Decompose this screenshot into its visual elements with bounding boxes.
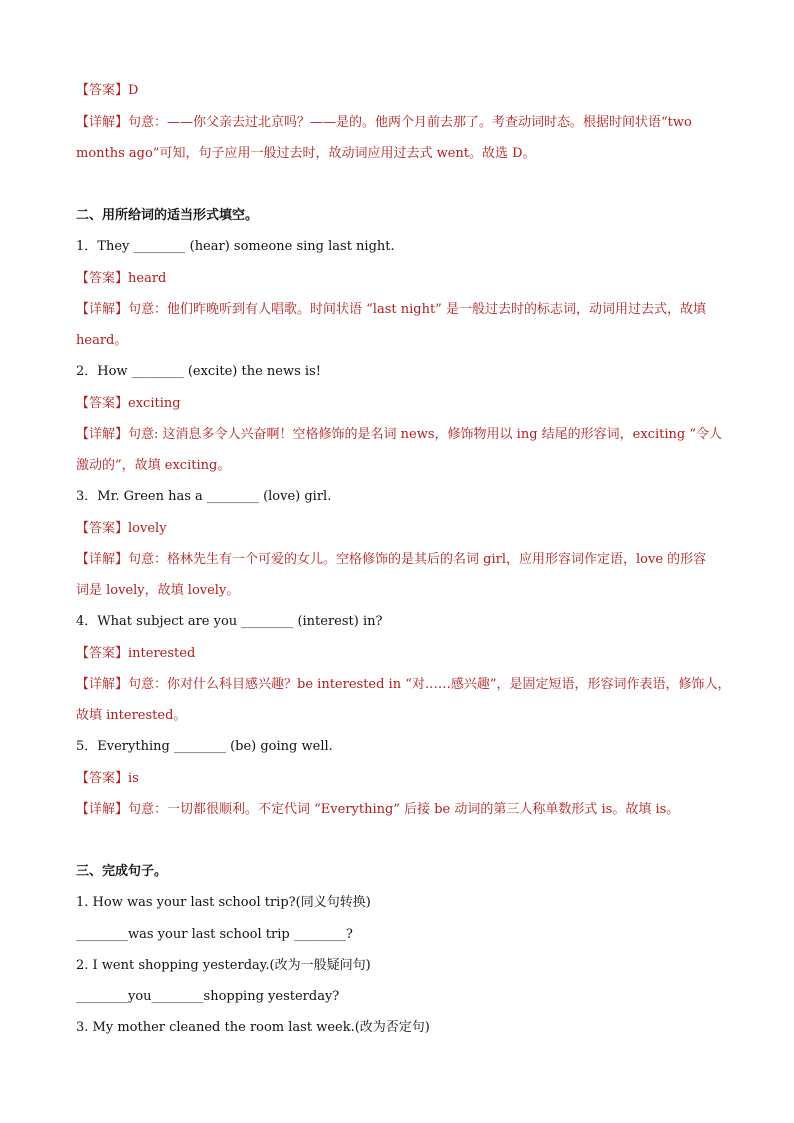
answer-line-4 xyxy=(76,645,756,663)
detail-line-4a xyxy=(76,676,756,694)
detail-text: 句意: 这消息多令人兴奋啊！空格修饰的是名词 news，修饰物用以 ing 结尾的形容词，exciting “令人 xyxy=(128,427,722,442)
detail-line-3a xyxy=(76,551,756,569)
question-3: 3．Mr. Green has a ________ (love) girl. xyxy=(76,489,332,504)
detail-text: 句意：格林先生有一个可爱的女儿。空格修饰的是其后的名词 girl，应用形容词作定语，love 的形容 xyxy=(128,552,707,567)
question-4: 4．What subject are you ________ (interest) in? xyxy=(76,614,383,629)
answer-label: 【答案】 xyxy=(76,83,129,98)
detail-line-1a xyxy=(76,301,756,319)
section3-line-4: ________you________shopping yesterday? xyxy=(76,989,340,1004)
detail-line-2a xyxy=(76,426,756,444)
answer-value: is xyxy=(128,771,139,786)
section3-line-2: ________was your last school trip ________? xyxy=(76,927,353,942)
question-1: 1．They ________ (hear) someone sing last night. xyxy=(76,239,395,254)
section3-line-5: 3. My mother cleaned the room last week.(改为否定句) xyxy=(76,1020,430,1035)
detail-line-1b: heard。 xyxy=(76,333,128,348)
detail-text: 句意：——你父亲去过北京吗？——是的。他两个月前去那了。考查动词时态。根据时间状语“two xyxy=(128,115,692,130)
detail-label: 【详解】 xyxy=(76,302,129,317)
detail-line-4b: 故填 interested。 xyxy=(76,708,187,723)
answer-line-1 xyxy=(76,270,756,288)
answer-label: 【答案】 xyxy=(76,646,129,661)
detail-label: 【详解】 xyxy=(76,802,129,817)
detail-line-5a xyxy=(76,801,756,819)
detail-text: 句意：他们昨晚听到有人唱歌。时间状语 “last night” 是一般过去时的标志词，动词用过去式，故填 xyxy=(128,302,706,317)
answer-label: 【答案】 xyxy=(76,771,129,786)
answer-value: heard xyxy=(128,271,167,286)
detail-label: 【详解】 xyxy=(76,427,129,442)
answer-line-2 xyxy=(76,395,756,413)
answer-line-3 xyxy=(76,520,756,538)
answer-value: interested xyxy=(128,646,196,661)
detail-label: 【详解】 xyxy=(76,552,129,567)
question-5: 5．Everything ________ (be) going well. xyxy=(76,739,333,754)
answer-label: 【答案】 xyxy=(76,396,129,411)
detail-text: 句意：一切都很顺利。不定代词 “Everything” 后接 be 动词的第三人称单数形式 is。故填 is。 xyxy=(128,802,680,817)
detail-label: 【详解】 xyxy=(76,677,129,692)
answer-value: lovely xyxy=(128,521,167,536)
answer-label: 【答案】 xyxy=(76,271,129,286)
detail-line-3b: 词是 lovely，故填 lovely。 xyxy=(76,583,240,598)
question-2: 2．How ________ (excite) the news is! xyxy=(76,364,321,379)
detail-line-s1-2: months ago”可知，句子应用一般过去时，故动词应用过去式 went。故选 D。 xyxy=(76,146,536,161)
detail-text: 句意：你对什么科目感兴趣？be interested in “对……感兴趣”，是固定短语，形容词作表语，修饰人， xyxy=(128,677,731,692)
answer-label: 【答案】 xyxy=(76,521,129,536)
answer-line-s1 xyxy=(76,82,756,100)
section3-heading: 三、完成句子。 xyxy=(76,864,168,879)
section3-line-1: 1. How was your last school trip?(同义句转换) xyxy=(76,895,371,910)
section3-line-3: 2. I went shopping yesterday.(改为一般疑问句) xyxy=(76,958,371,973)
answer-value: D xyxy=(128,83,139,98)
answer-value: exciting xyxy=(128,396,181,411)
detail-label: 【详解】 xyxy=(76,115,129,130)
answer-line-5 xyxy=(76,770,756,788)
detail-line-s1-1 xyxy=(76,114,756,132)
section2-heading: 二、用所给词的适当形式填空。 xyxy=(76,208,259,223)
detail-line-2b: 激动的”，故填 exciting。 xyxy=(76,458,231,473)
